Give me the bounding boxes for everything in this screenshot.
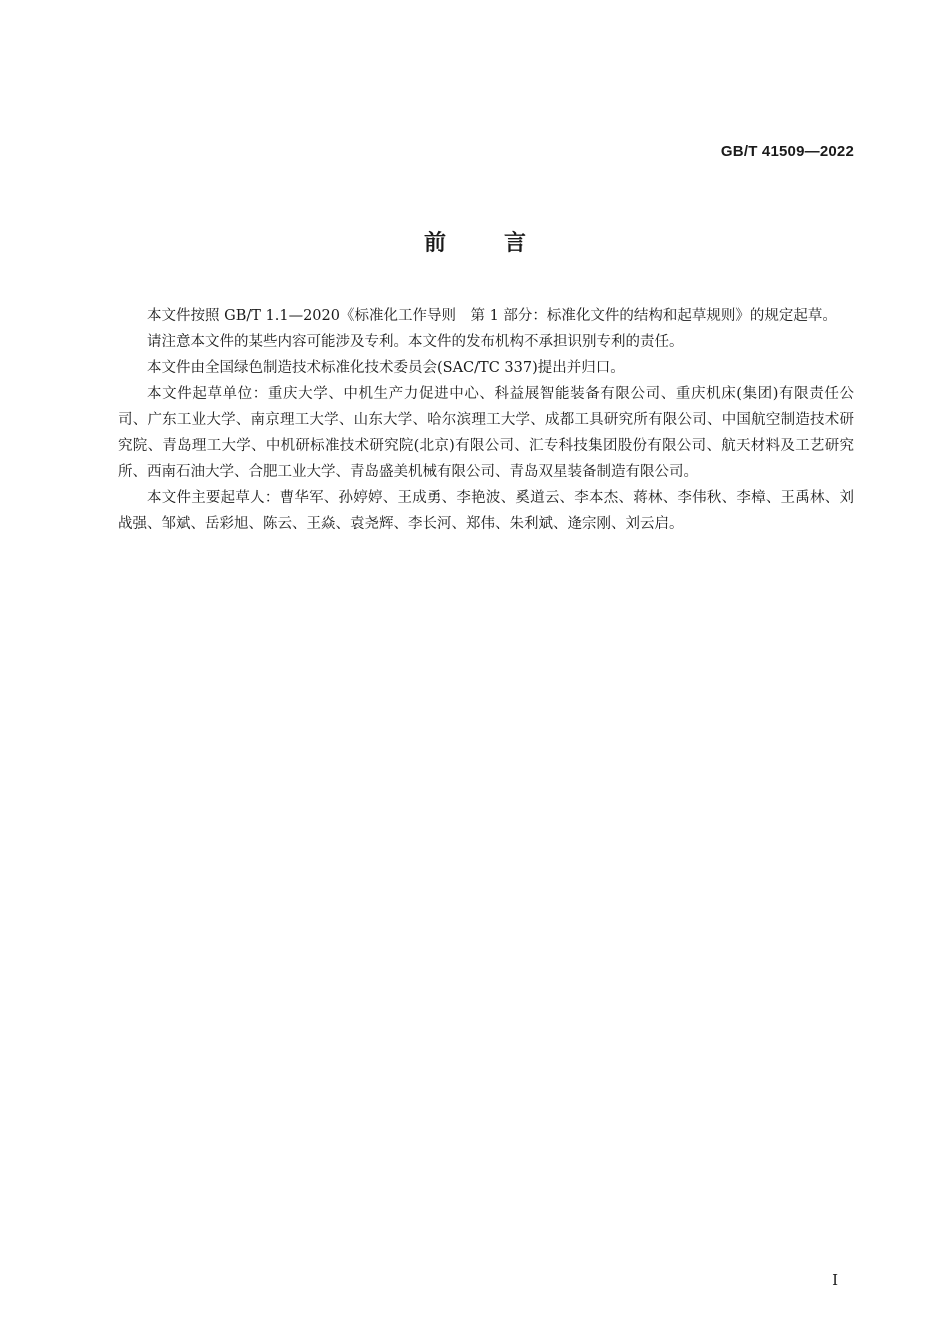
paragraph-drafting-rules: 本文件按照 GB/T 1.1—2020《标准化工作导则 第 1 部分：标准化文件的结构和起草规则》的规定起草。	[147, 308, 837, 324]
standard-code: GB/T 41509—2022	[720, 143, 854, 160]
page-title: 前言	[423, 231, 584, 256]
paragraph-proposer: 本文件由全国绿色制造技术标准化技术委员会(SAC/TC 337)提出并归口。	[147, 360, 625, 376]
foreword-body	[118, 303, 854, 537]
paragraph-patent-notice: 请注意本文件的某些内容可能涉及专利。本文件的发布机构不承担识别专利的责任。	[147, 334, 684, 350]
paragraph-drafting-units: 本文件起草单位：重庆大学、中机生产力促进中心、科益展智能装备有限公司、重庆机床(集团)有限责任公司、广东工业大学、南京理工大学、山东大学、哈尔滨理工大学、成都工具研究所有限公司、中国航空制造技术研究院、青岛理工大学、中机研标准技术研究院(北京)有限公司、汇专科技集团股份有限公司、航天材料及工艺研究所、西南石油大学、合肥工业大学、青岛盛美机械有限公司、青岛双星装备制造有限公司。	[118, 386, 854, 480]
paragraph-drafters: 本文件主要起草人：曹华军、孙婷婷、王成勇、李艳波、奚道云、李本杰、蒋林、李伟秋、李樟、王禹林、刘战强、邹斌、岳彩旭、陈云、王焱、袁尧辉、李长河、郑伟、朱利斌、逄宗刚、刘云启。	[118, 490, 854, 532]
page-number: I	[832, 1271, 838, 1289]
